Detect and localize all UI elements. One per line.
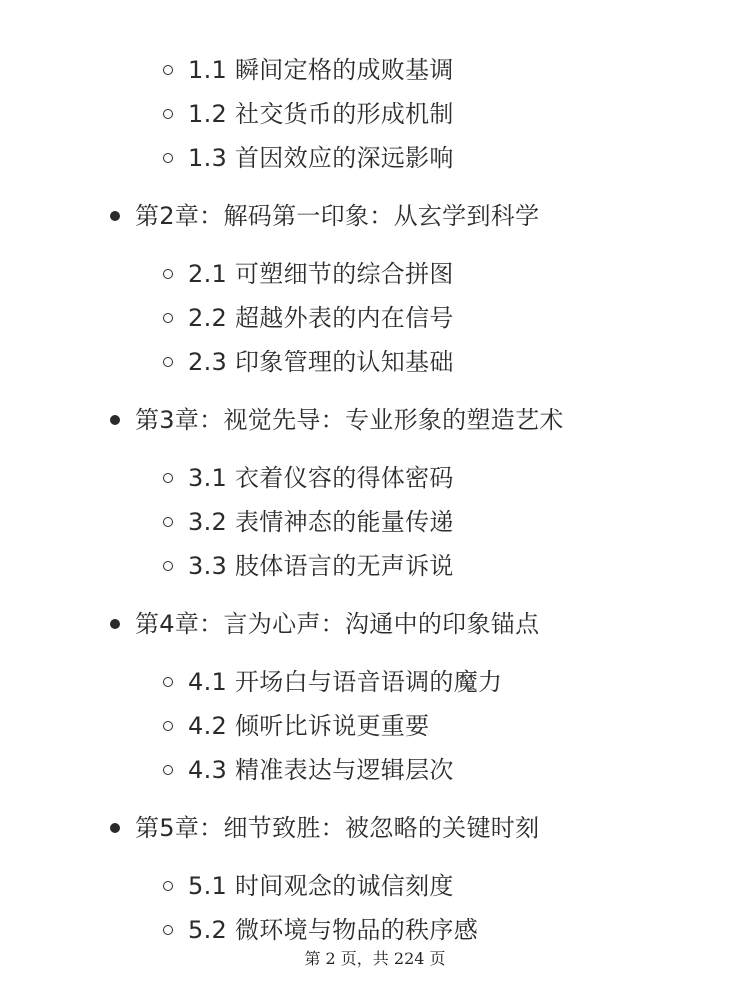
disc-bullet-icon — [110, 619, 120, 629]
toc-item-label: 1.1 瞬间定格的成败基调 — [188, 56, 454, 84]
circle-bullet-icon — [163, 269, 173, 279]
circle-bullet-icon — [163, 65, 173, 75]
toc-item — [0, 660, 750, 704]
toc-item-label: 2.3 印象管理的认知基础 — [188, 348, 454, 376]
toc-chapter — [0, 194, 750, 238]
toc-item — [0, 296, 750, 340]
toc-item-label: 3.1 衣着仪容的得体密码 — [188, 464, 454, 492]
toc-item-label: 3.3 肢体语言的无声诉说 — [188, 552, 454, 580]
circle-bullet-icon — [163, 765, 173, 775]
toc-item-label: 4.3 精准表达与逻辑层次 — [188, 756, 454, 784]
toc-chapter — [0, 602, 750, 646]
toc-chapter-title: 第4章：言为心声：沟通中的印象锚点 — [135, 610, 540, 638]
circle-bullet-icon — [163, 721, 173, 731]
circle-bullet-icon — [163, 473, 173, 483]
toc-item-label: 5.2 微环境与物品的秩序感 — [188, 916, 478, 944]
toc-item — [0, 340, 750, 384]
toc-item-label: 5.1 时间观念的诚信刻度 — [188, 872, 454, 900]
circle-bullet-icon — [163, 561, 173, 571]
toc-item — [0, 864, 750, 908]
toc-item-label: 3.2 表情神态的能量传递 — [188, 508, 454, 536]
circle-bullet-icon — [163, 517, 173, 527]
toc-item — [0, 136, 750, 180]
toc-chapter-title: 第5章：细节致胜：被忽略的关键时刻 — [135, 814, 540, 842]
circle-bullet-icon — [163, 109, 173, 119]
toc-item — [0, 704, 750, 748]
toc-chapter-title: 第2章：解码第一印象：从玄学到科学 — [135, 202, 540, 230]
circle-bullet-icon — [163, 925, 173, 935]
toc-item-label: 2.1 可塑细节的综合拼图 — [188, 260, 454, 288]
toc-item-label: 2.2 超越外表的内在信号 — [188, 304, 454, 332]
table-of-contents — [0, 48, 750, 952]
toc-item — [0, 544, 750, 588]
disc-bullet-icon — [110, 823, 120, 833]
toc-item — [0, 748, 750, 792]
circle-bullet-icon — [163, 357, 173, 367]
toc-chapter — [0, 806, 750, 850]
disc-bullet-icon — [110, 415, 120, 425]
toc-item-label: 4.1 开场白与语音语调的魔力 — [188, 668, 503, 696]
circle-bullet-icon — [163, 153, 173, 163]
toc-chapter — [0, 398, 750, 442]
toc-item-label: 4.2 倾听比诉说更重要 — [188, 712, 430, 740]
toc-item — [0, 456, 750, 500]
toc-item — [0, 48, 750, 92]
toc-item — [0, 252, 750, 296]
disc-bullet-icon — [110, 211, 120, 221]
toc-item — [0, 500, 750, 544]
circle-bullet-icon — [163, 313, 173, 323]
page-footer: 第 2 页，共 224 页 — [304, 949, 446, 968]
toc-item — [0, 92, 750, 136]
toc-chapter-title: 第3章：视觉先导：专业形象的塑造艺术 — [135, 406, 564, 434]
circle-bullet-icon — [163, 881, 173, 891]
toc-item-label: 1.3 首因效应的深远影响 — [188, 144, 454, 172]
circle-bullet-icon — [163, 677, 173, 687]
toc-item-label: 1.2 社交货币的形成机制 — [188, 100, 454, 128]
